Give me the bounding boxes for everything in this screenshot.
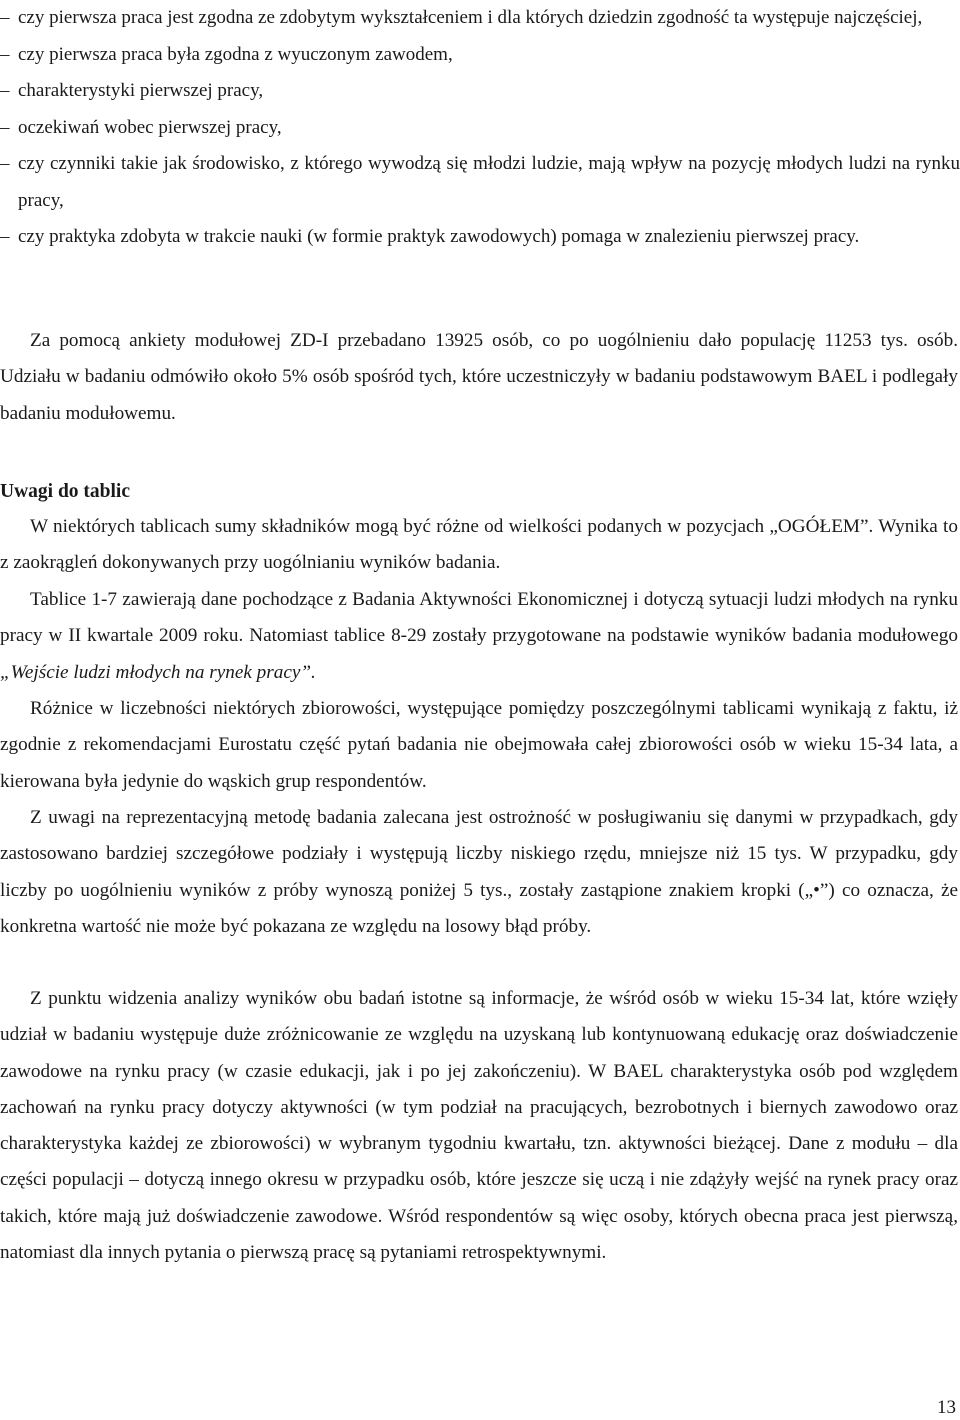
list-dash: – — [0, 226, 10, 247]
list-item: – czy czynniki takie jak środowisko, z którego wywodzą się młodzi ludzie, mają wpływ na pozycję młodych ludzi na rynku pracy, — [0, 146, 960, 219]
list-dash: – — [0, 80, 10, 101]
analysis-paragraph: Z punktu widzenia analizy wyników obu badań istotne są informacje, że wśród osób w wieku 15-34 lat, które wzięły udział w badaniu występuje duże zróżnicowanie ze względu na uzyskaną lub kontynuowaną edukację oraz doświadczenie zawodowe na rynku pracy (w czasie edukacji, jak i po jej zakończeniu). W BAEL charakterystyka osób pod względem zachowań na rynku pracy dotyczy aktywności (w tym podział na pracujących, bezrobotnych i biernych zawodowo oraz charakterystyka każdej ze zbiorowości) w wybranym tygodniu kwartału, tzn. aktywności bieżącej. Dane z modułu – dla części populacji – dotyczą innego okresu w przypadku osób, które jeszcze się uczą i nie zdążyły wejść na rynek pracy oraz takich, które mają już doświadczenie zawodowe. Wśród respondentów są więc osoby, których obecna praca jest pierwszą, natomiast dla innych pytania o pierwszą pracę są pytaniami retrospektywnymi. — [0, 988, 958, 1264]
question-list — [0, 0, 960, 256]
list-item: – czy pierwsza praca jest zgodna ze zdobytym wykształceniem i dla których dziedzin zgodność ta występuje najczęściej, — [0, 0, 960, 37]
list-item: – czy praktyka zdobyta w trakcie nauki (w formie praktyk zawodowych) pomaga w znalezieniu pierwszej pracy. — [0, 219, 960, 256]
representative-paragraph: Z uwagi na reprezentacyjną metodę badania zalecana jest ostrożność w posługiwaniu się danymi w przypadkach, gdy zastosowano bardziej szczegółowe podziały i występują liczby niskiego rzędu, mniejsze niż 15 tys. W przypadku, gdy liczby po uogólnieniu wyników z próby wynoszą poniżej 5 tys., zostały zastąpione znakiem kropki („•”) co oznacza, że konkretna wartość nie może być pokazana ze względu na losowy błąd próby. — [0, 807, 958, 937]
list-dash: – — [0, 153, 10, 174]
list-dash: – — [0, 7, 10, 28]
list-item: – charakterystyki pierwszej pracy, — [0, 73, 960, 110]
list-dash: – — [0, 116, 10, 138]
section-heading: Uwagi do tablic — [0, 481, 131, 502]
survey-paragraph: Za pomocą ankiety modułowej ZD-I przebadano 13925 osób, co po uogólnieniu dało populację 11253 tys. osób. Udziału w badaniu odmówiło około 5% osób spośród tych, które uczestniczyły w badaniu podstawowym BAEL i podlegały badaniu modułowemu. — [0, 330, 958, 424]
page-number: 13 — [937, 1397, 956, 1418]
differences-paragraph: Różnice w liczebności niektórych zbiorowości, występujące pomiędzy poszczególnymi tablicami wynikają z faktu, iż zgodnie z rekomendacjami Eurostatu część pytań badania nie obejmowała całej zbiorowości osób w wieku 15-34 lata, a kierowana była jedynie do wąskich grup respondentów. — [0, 698, 958, 792]
tables-paragraph: Tablice 1-7 zawierają dane pochodzące z Badania Aktywności Ekonomicznej i dotyczą sytuacji ludzi młodych na rynku pracy w II kwartale 2009 roku. Natomiast tablice 8-29 zostały przygotowane na podstawie wyników badania modułowego „Wejście ludzi młodych na rynek pracy”. — [0, 589, 958, 683]
list-item: – czy pierwsza praca była zgodna z wyuczonym zawodem, — [0, 37, 960, 74]
sums-paragraph: W niektórych tablicach sumy składników mogą być różne od wielkości podanych w pozycjach „OGÓŁEM”. Wynika to z zaokrągleń dokonywanych przy uogólnianiu wyników badania. — [0, 516, 958, 574]
module-title: „Wejście ludzi młodych na rynek pracy”. — [0, 661, 316, 683]
list-dash: – — [0, 43, 10, 65]
list-item: – oczekiwań wobec pierwszej pracy, — [0, 110, 960, 147]
